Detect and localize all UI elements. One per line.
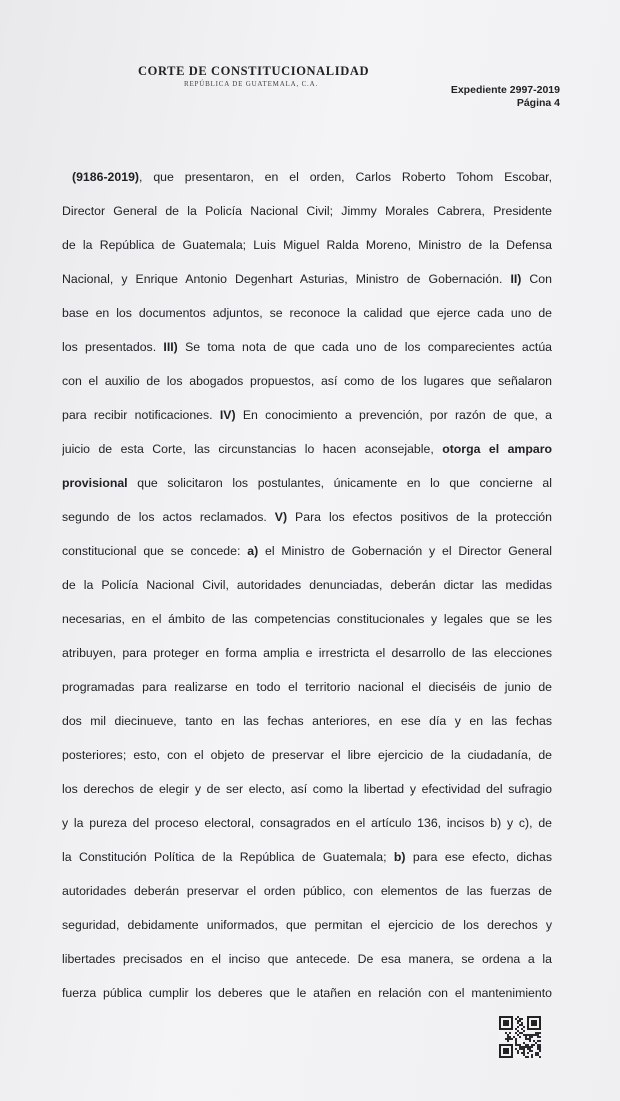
qr-code-icon [499,1016,541,1058]
text-segment: libertades precisados en el inciso que antecede. De esa manera, se ordena a la [62,952,552,966]
text-line [62,364,552,398]
file-reference [451,84,560,110]
text-line [62,636,552,670]
text-line [62,262,552,296]
text-line [62,500,552,534]
bold-text: V) [274,510,288,524]
text-segment: necesarias, en el ámbito de las competencias constitucionales y legales que se les [62,612,552,626]
text-line [62,704,552,738]
text-line [62,330,552,364]
text-segment: En conocimiento a prevención, por razón de que, a [235,408,552,422]
text-line [62,772,552,806]
text-line [62,942,552,976]
text-segment: la Constitución Política de la República de Guatemala; [62,850,394,864]
expediente-number: Expediente 2997-2019 [450,84,560,96]
text-line [62,568,552,602]
page-number: Página 4 [516,97,560,109]
text-segment: Se toma nota de que cada uno de los comparecientes actúa [177,340,552,354]
text-line [62,738,552,772]
text-segment: dos mil diecinueve, tanto en las fechas anteriores, en ese día y en las fechas [62,714,552,728]
text-segment: seguridad, debidamente uniformados, que permitan el ejercicio de los derechos y [62,918,552,932]
resolution-body [62,160,552,1010]
bold-text: II) [510,272,522,286]
text-segment: programadas para realizarse en todo el territorio nacional el dieciséis de junio de [62,680,552,694]
text-segment: el Ministro de Gobernación y el Director General [258,544,552,558]
text-segment: los presentados. [62,340,164,354]
text-segment: Nacional, y Enrique Antonio Degenhart Asturias, Ministro de Gobernación. [62,272,511,286]
text-line [62,602,552,636]
text-segment: constitucional que se concede: [62,544,248,558]
text-segment: segundo de los actos reclamados. [62,510,275,524]
bold-text: IV) [219,408,236,422]
text-segment: y la pureza del proceso electoral, consagrados en el artículo 136, incisos b) y c), de [62,816,552,830]
court-header [138,64,370,88]
court-name: CORTE DE CONSTITUCIONALIDAD [138,64,370,78]
text-segment: atribuyen, para proteger en forma amplia e irrestricta el desarrollo de las elecciones [62,646,552,660]
text-segment: para recibir notificaciones. [62,408,220,422]
text-line [62,806,552,840]
text-segment: base en los documentos adjuntos, se reconoce la calidad que ejerce cada uno de [62,306,552,320]
text-segment: juicio de esta Corte, las circunstancias lo hacen aconsejable, [62,442,443,456]
text-segment: Con [521,272,552,286]
text-segment: fuerza pública cumplir los deberes que le atañen en relación con el mantenimiento [62,986,552,1000]
court-subtitle: REPÚBLICA DE GUATEMALA, C.A. [183,80,318,88]
text-line [62,432,552,466]
text-line [62,228,552,262]
text-segment: Director General de la Policía Nacional Civil; Jimmy Morales Cabrera, Presidente [62,204,552,218]
text-segment: de la Policía Nacional Civil, autoridades denunciadas, deberán dictar las medidas [62,578,552,592]
text-segment: , que presentaron, en el orden, Carlos Roberto Tohom Escobar, [139,170,552,184]
text-line [62,534,552,568]
text-segment: con el auxilio de los abogados propuestos, así como de los lugares que señalaron [62,374,552,388]
text-line [62,398,552,432]
text-segment: posteriores; esto, con el objeto de preservar el libre ejercicio de la ciudadanía, de [62,748,552,762]
bold-text: a) [247,544,259,558]
bold-text: b) [393,850,406,864]
bold-text: (9186-2019) [72,170,139,184]
text-segment: para ese efecto, dichas [405,850,552,864]
text-segment: los derechos de elegir y de ser electo, así como la libertad y efectividad del sufragio [62,782,552,796]
text-line [62,840,552,874]
text-line [62,296,552,330]
bold-text: provisional [62,476,128,490]
text-line [62,160,552,194]
text-line [62,908,552,942]
text-line [62,874,552,908]
text-line [62,976,552,1010]
text-segment: que solicitaron los postulantes, únicamente en lo que concierne al [127,476,552,490]
text-segment: Para los efectos positivos de la protección [287,510,552,524]
bold-text: III) [163,340,178,354]
text-line [62,670,552,704]
text-line [62,466,552,500]
text-segment: de la República de Guatemala; Luis Miguel Ralda Moreno, Ministro de la Defensa [62,238,552,252]
bold-text: otorga el amparo [442,442,552,456]
text-segment: autoridades deberán preservar el orden público, con elementos de las fuerzas de [62,884,552,898]
text-line [62,194,552,228]
